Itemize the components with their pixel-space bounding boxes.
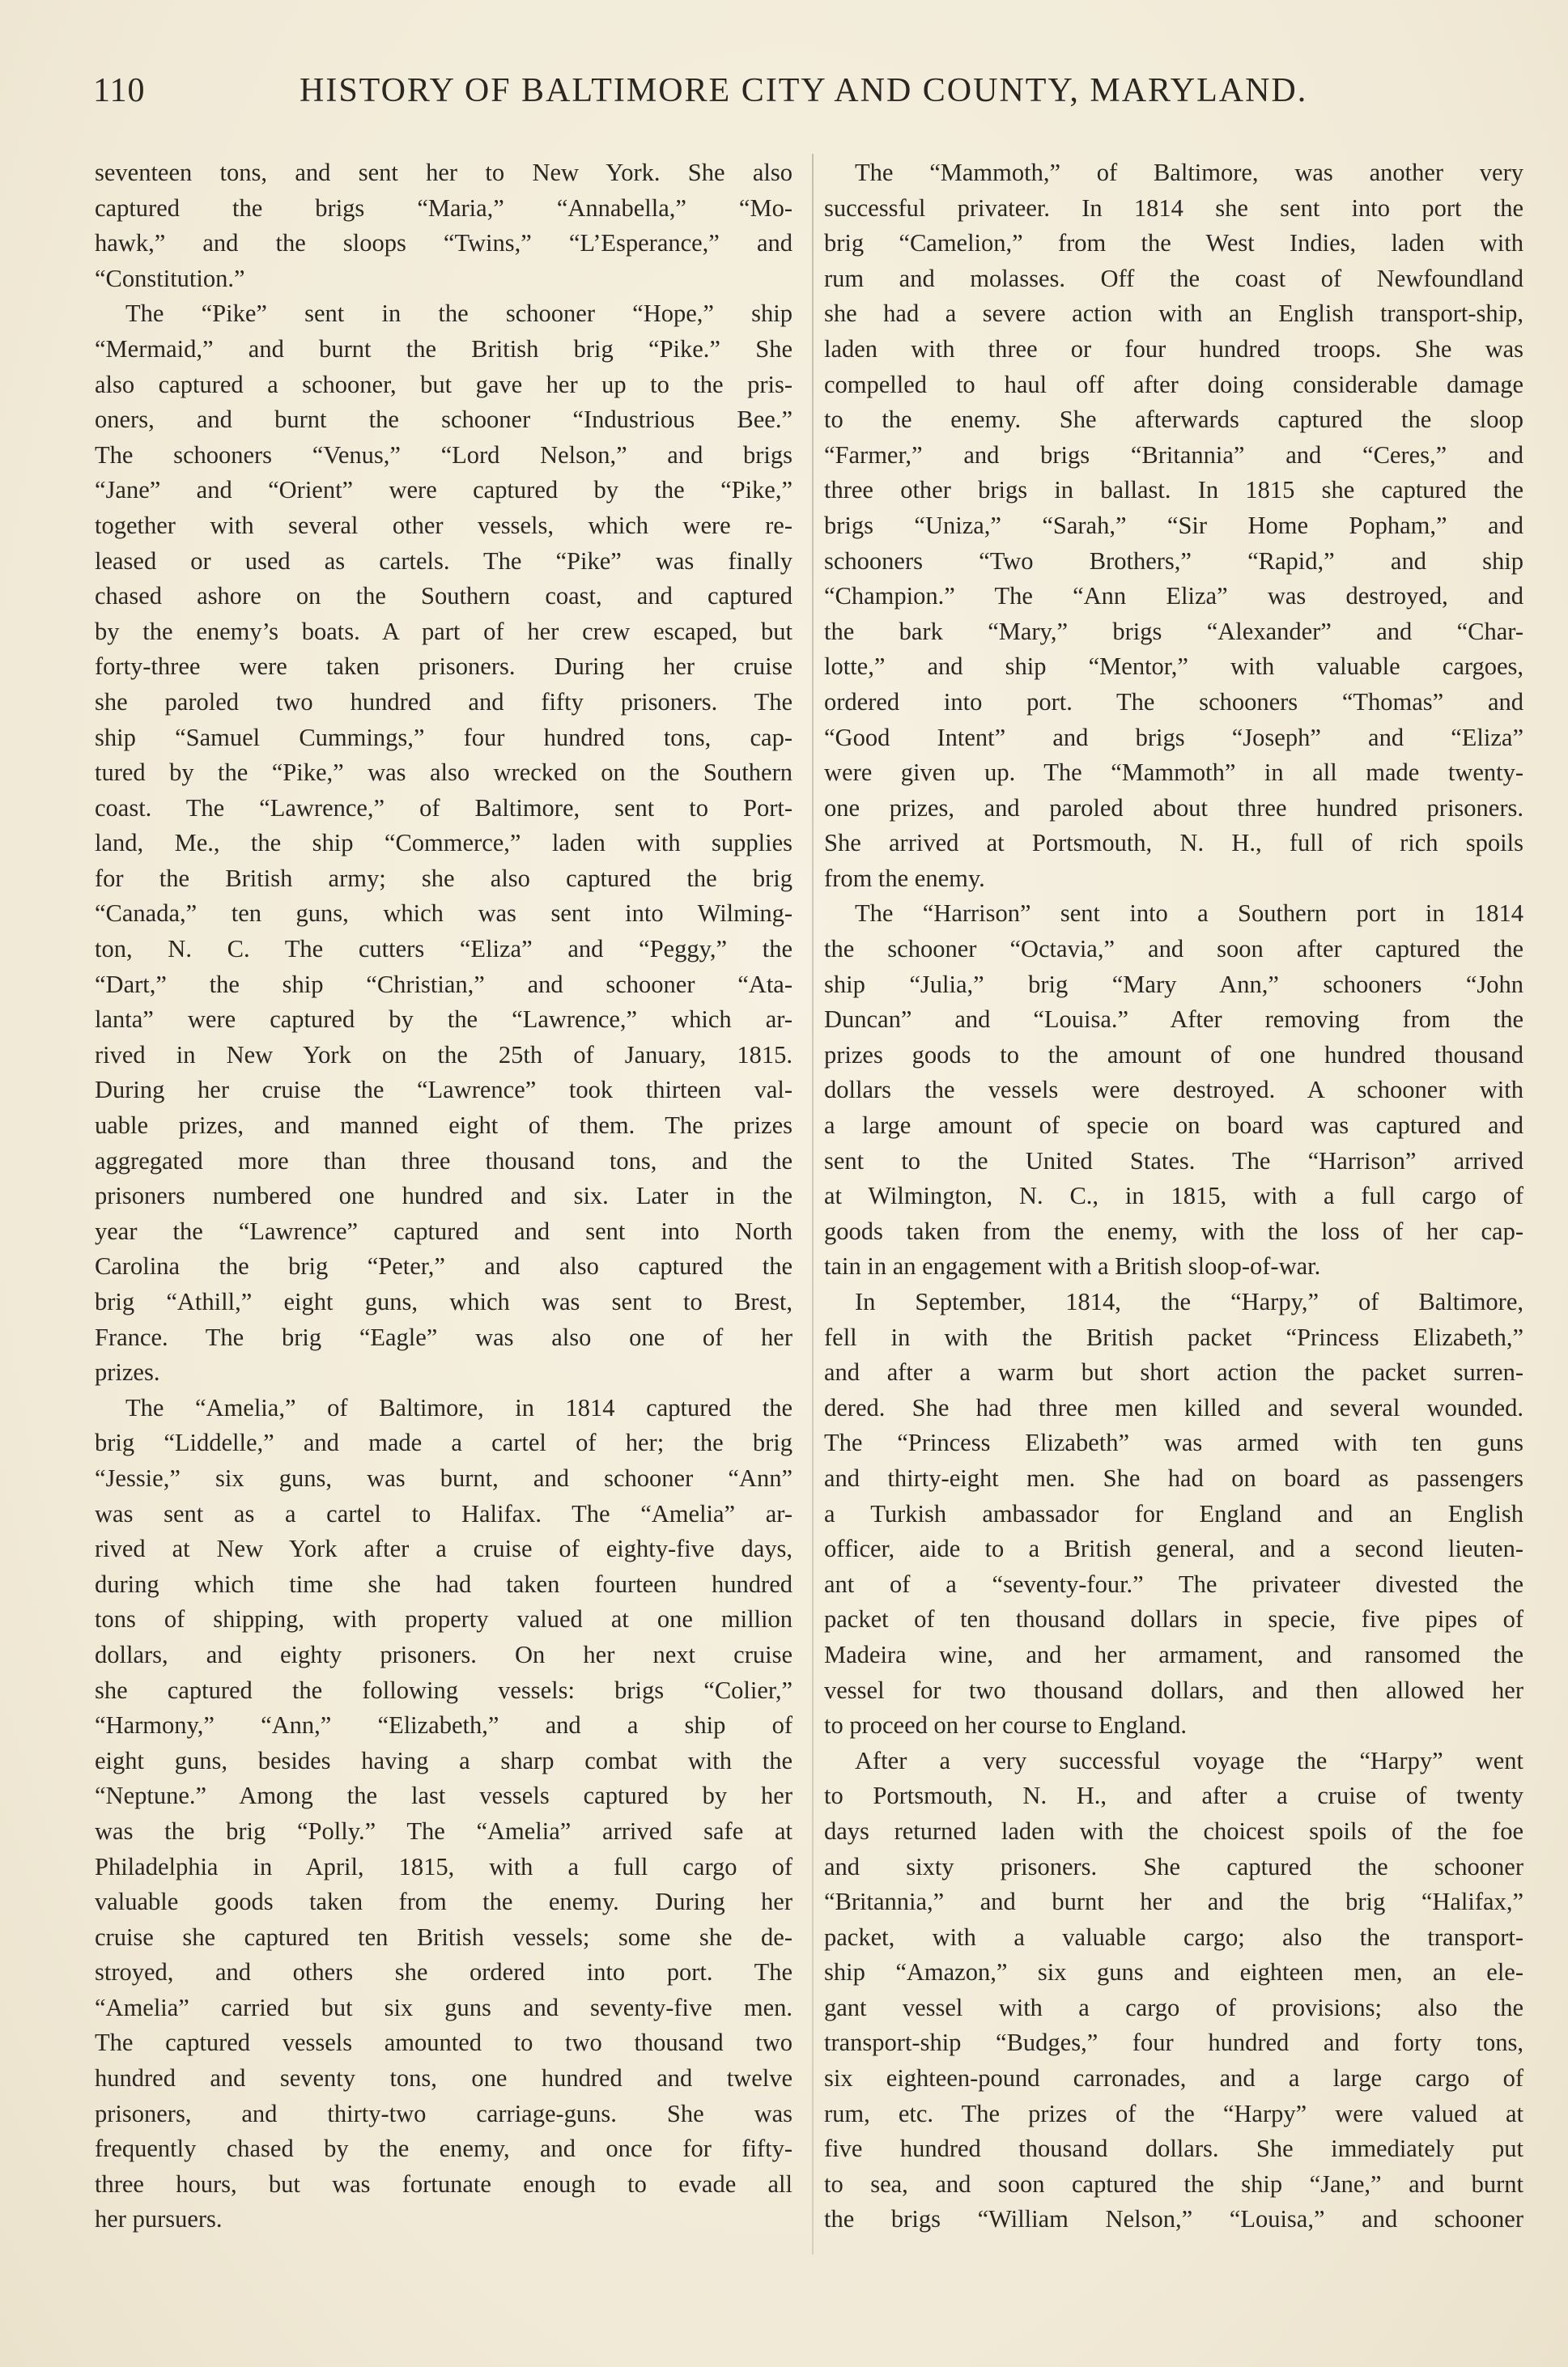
text-line: The captured vessels amounted to two thousand two bbox=[95, 2029, 792, 2057]
text-line: packet, with a valuable cargo; also the transport- bbox=[824, 1923, 1523, 1951]
text-line: rum, etc. The prizes of the “Harpy” were valued at bbox=[824, 2099, 1523, 2127]
text-line: chased ashore on the Southern coast, and captured bbox=[95, 582, 792, 610]
text-line: a Turkish ambassador for England and an English bbox=[824, 1499, 1523, 1528]
text-line: “Neptune.” Among the last vessels captured by her bbox=[95, 1782, 792, 1810]
text-line: The “Harrison” sent into a Southern port in 1814 bbox=[855, 899, 1523, 928]
text-line: at Wilmington, N. C., in 1815, with a full cargo of bbox=[824, 1182, 1523, 1210]
text-line: compelled to haul off after doing considerable damage bbox=[824, 370, 1523, 398]
text-line: “Farmer,” and brigs “Britannia” and “Ceres,” and bbox=[824, 440, 1523, 469]
text-line: “Mermaid,” and burnt the British brig “Pike.” She bbox=[95, 334, 792, 363]
text-line: Duncan” and “Louisa.” After removing from the bbox=[824, 1005, 1523, 1034]
text-line: “Britannia,” and burnt her and the brig “Halifax,” bbox=[824, 1888, 1523, 1916]
text-line: she had a severe action with an English transport-ship, bbox=[824, 300, 1523, 328]
text-line: ship “Amazon,” six guns and eighteen men, an ele- bbox=[824, 1958, 1523, 1987]
text-line: fell in with the British packet “Princess Elizabeth,” bbox=[824, 1323, 1523, 1351]
text-line: the brigs “William Nelson,” “Louisa,” and schooner bbox=[824, 2205, 1523, 2233]
text-line: “Dart,” the ship “Christian,” and schooner “Ata- bbox=[95, 970, 792, 998]
text-line: year the “Lawrence” captured and sent into North bbox=[95, 1217, 792, 1245]
text-line: Carolina the brig “Peter,” and also captured the bbox=[95, 1252, 792, 1281]
text-line: brig “Camelion,” from the West Indies, laden with bbox=[824, 229, 1523, 257]
text-line: “Jessie,” six guns, was burnt, and schooner “Ann” bbox=[95, 1464, 792, 1492]
text-line: to sea, and soon captured the ship “Jane,” and burnt bbox=[824, 2169, 1523, 2198]
text-line: she captured the following vessels: brigs “Colier,” bbox=[95, 1676, 792, 1704]
text-line: vessel for two thousand dollars, and then allowed her bbox=[824, 1676, 1523, 1704]
text-line: to proceed on her course to England. bbox=[824, 1711, 1188, 1740]
text-line: and thirty-eight men. She had on board as passengers bbox=[824, 1464, 1523, 1492]
text-line: eight guns, besides having a sharp combat with the bbox=[95, 1746, 792, 1774]
text-line: hawk,” and the sloops “Twins,” “L’Esperance,” and bbox=[95, 229, 792, 257]
text-line: dollars the vessels were destroyed. A schooner with bbox=[824, 1076, 1523, 1104]
text-line: The “Pike” sent in the schooner “Hope,” ship bbox=[125, 300, 792, 328]
text-line: The “Amelia,” of Baltimore, in 1814 captured the bbox=[125, 1393, 792, 1421]
text-line: transport-ship “Budges,” four hundred and forty tons, bbox=[824, 2029, 1523, 2057]
text-line: The “Princess Elizabeth” was armed with ten guns bbox=[824, 1429, 1523, 1457]
text-line: The schooners “Venus,” “Lord Nelson,” and brigs bbox=[95, 440, 792, 469]
text-line: to Portsmouth, N. H., and after a cruise of twenty bbox=[824, 1782, 1523, 1810]
text-line: During her cruise the “Lawrence” took thirteen val- bbox=[95, 1076, 792, 1104]
text-line: ton, N. C. The cutters “Eliza” and “Peggy,” the bbox=[95, 935, 792, 963]
page-header bbox=[93, 71, 1340, 120]
text-line: dered. She had three men killed and several wounded. bbox=[824, 1393, 1523, 1421]
text-line: aggregated more than three thousand tons, and the bbox=[95, 1146, 792, 1175]
text-line: three hours, but was fortunate enough to evade all bbox=[95, 2169, 792, 2198]
text-line: five hundred thousand dollars. She immediately put bbox=[824, 2135, 1523, 2163]
text-line: tured by the “Pike,” was also wrecked on the Southern bbox=[95, 759, 792, 787]
text-line: forty-three were taken prisoners. During her cruise bbox=[95, 652, 792, 681]
text-line: was the brig “Polly.” The “Amelia” arrived safe at bbox=[95, 1817, 792, 1845]
text-line: sent to the United States. The “Harrison” arrived bbox=[824, 1146, 1523, 1175]
text-line: lanta” were captured by the “Lawrence,” which ar- bbox=[95, 1005, 792, 1034]
text-line: gant vessel with a cargo of provisions; also the bbox=[824, 1993, 1523, 2021]
text-line: ship “Samuel Cummings,” four hundred tons, cap- bbox=[95, 723, 792, 751]
text-line: successful privateer. In 1814 she sent into port the bbox=[824, 193, 1523, 222]
text-line: were given up. The “Mammoth” in all made twenty- bbox=[824, 759, 1523, 787]
text-line: “Harmony,” “Ann,” “Elizabeth,” and a ship of bbox=[95, 1711, 792, 1740]
text-line: prisoners, and thirty-two carriage-guns. She was bbox=[95, 2099, 792, 2127]
text-line: laden with three or four hundred troops. She was bbox=[824, 334, 1523, 363]
text-line: uable prizes, and manned eight of them. The prizes bbox=[95, 1111, 792, 1140]
text-line: “Champion.” The “Ann Eliza” was destroyed, and bbox=[824, 582, 1523, 610]
text-line: oners, and burnt the schooner “Industrious Bee.” bbox=[95, 406, 792, 434]
text-line: packet of ten thousand dollars in specie, five pipes of bbox=[824, 1605, 1523, 1634]
right-column bbox=[824, 155, 1523, 2237]
text-line: brig “Athill,” eight guns, which was sent to Brest, bbox=[95, 1288, 792, 1315]
text-line: days returned laden with the choicest spoils of the foe bbox=[824, 1817, 1523, 1845]
text-line: she paroled two hundred and fifty prisoners. The bbox=[95, 687, 792, 716]
text-line: one prizes, and paroled about three hundred prisoners. bbox=[824, 793, 1523, 822]
text-line: France. The brig “Eagle” was also one of her bbox=[95, 1323, 792, 1351]
text-line: “Jane” and “Orient” were captured by the “Pike,” bbox=[95, 476, 792, 504]
text-line: brigs “Uniza,” “Sarah,” “Sir Home Popham,” and bbox=[824, 511, 1523, 539]
text-line: tain in an engagement with a British sloop-of-war. bbox=[824, 1252, 1321, 1281]
text-line: from the enemy. bbox=[824, 864, 985, 892]
text-line: the schooner “Octavia,” and soon after captured the bbox=[824, 935, 1523, 963]
text-line: leased or used as cartels. The “Pike” was finally bbox=[95, 546, 792, 575]
text-line: was sent as a cartel to Halifax. The “Amelia” ar- bbox=[95, 1499, 792, 1528]
text-line: rived in New York on the 25th of January, 1815. bbox=[95, 1040, 792, 1069]
text-line: After a very successful voyage the “Harpy” went bbox=[855, 1746, 1523, 1774]
text-line: Madeira wine, and her armament, and ransomed the bbox=[824, 1640, 1523, 1668]
text-line: rum and molasses. Off the coast of Newfoundland bbox=[824, 264, 1523, 292]
text-line: frequently chased by the enemy, and once for fifty- bbox=[95, 2135, 792, 2163]
text-line: cruise she captured ten British vessels; some she de- bbox=[95, 1923, 792, 1951]
text-line: her pursuers. bbox=[95, 2205, 223, 2233]
text-line: “Canada,” ten guns, which was sent into Wilming- bbox=[95, 899, 792, 928]
text-line: valuable goods taken from the enemy. During her bbox=[95, 1888, 792, 1916]
text-line: the bark “Mary,” brigs “Alexander” and “Char- bbox=[824, 617, 1523, 645]
text-line: together with several other vessels, which were re- bbox=[95, 511, 792, 539]
page-number: 110 bbox=[93, 72, 146, 109]
text-line: officer, aide to a British general, and a second lieuten- bbox=[824, 1535, 1523, 1563]
text-line: prizes goods to the amount of one hundred thousand bbox=[824, 1040, 1523, 1069]
text-line: The “Mammoth,” of Baltimore, was another very bbox=[855, 159, 1523, 186]
text-line: lotte,” and ship “Mentor,” with valuable cargoes, bbox=[824, 652, 1523, 681]
text-line: to the enemy. She afterwards captured the sloop bbox=[824, 406, 1523, 434]
left-column bbox=[95, 155, 792, 2237]
text-line: “Constitution.” bbox=[95, 264, 245, 292]
text-line: “Good Intent” and brigs “Joseph” and “Eliza” bbox=[824, 723, 1523, 751]
text-line: coast. The “Lawrence,” of Baltimore, sent to Port- bbox=[95, 793, 792, 822]
text-line: She arrived at Portsmouth, N. H., full of rich spoils bbox=[824, 829, 1523, 857]
running-head: HISTORY OF BALTIMORE CITY AND COUNTY, MARYLAND. bbox=[300, 72, 1308, 109]
text-line: and sixty prisoners. She captured the schooner bbox=[824, 1852, 1523, 1880]
text-line: tons of shipping, with property valued at one million bbox=[95, 1605, 792, 1634]
text-line: and after a warm but short action the packet surren- bbox=[824, 1358, 1523, 1387]
text-line: rived at New York after a cruise of eighty-five days, bbox=[95, 1535, 792, 1563]
text-line: stroyed, and others she ordered into port. The bbox=[95, 1958, 792, 1987]
text-line: prisoners numbered one hundred and six. Later in the bbox=[95, 1182, 792, 1210]
text-line: a large amount of specie on board was captured and bbox=[824, 1111, 1523, 1140]
text-line: six eighteen-pound carronades, and a large cargo of bbox=[824, 2064, 1523, 2093]
text-line: goods taken from the enemy, with the loss of her cap- bbox=[824, 1217, 1523, 1245]
text-line: ship “Julia,” brig “Mary Ann,” schooners “John bbox=[824, 970, 1523, 998]
text-line: dollars, and eighty prisoners. On her next cruise bbox=[95, 1640, 792, 1668]
text-line: during which time she had taken fourteen hundred bbox=[95, 1570, 792, 1598]
text-line: three other brigs in ballast. In 1815 she captured the bbox=[824, 476, 1523, 504]
text-line: brig “Liddelle,” and made a cartel of her; the brig bbox=[95, 1429, 792, 1457]
text-line: land, Me., the ship “Commerce,” laden with supplies bbox=[95, 829, 792, 857]
text-line: also captured a schooner, but gave her up to the pris- bbox=[95, 370, 792, 398]
text-line: hundred and seventy tons, one hundred and twelve bbox=[95, 2064, 792, 2093]
column-divider bbox=[812, 154, 814, 2254]
text-line: In September, 1814, the “Harpy,” of Baltimore, bbox=[855, 1288, 1523, 1315]
text-line: by the enemy’s boats. A part of her crew escaped, but bbox=[95, 617, 792, 645]
text-line: seventeen tons, and sent her to New York. She also bbox=[95, 159, 792, 186]
text-line: prizes. bbox=[95, 1358, 160, 1387]
text-line: Philadelphia in April, 1815, with a full cargo of bbox=[95, 1852, 792, 1880]
text-line: ant of a “seventy-four.” The privateer divested the bbox=[824, 1570, 1523, 1598]
text-line: schooners “Two Brothers,” “Rapid,” and ship bbox=[824, 546, 1523, 575]
text-line: for the British army; she also captured the brig bbox=[95, 864, 792, 892]
text-line: “Amelia” carried but six guns and seventy-five men. bbox=[95, 1993, 792, 2021]
text-line: captured the brigs “Maria,” “Annabella,” “Mo- bbox=[95, 193, 792, 222]
text-line: ordered into port. The schooners “Thomas” and bbox=[824, 687, 1523, 716]
